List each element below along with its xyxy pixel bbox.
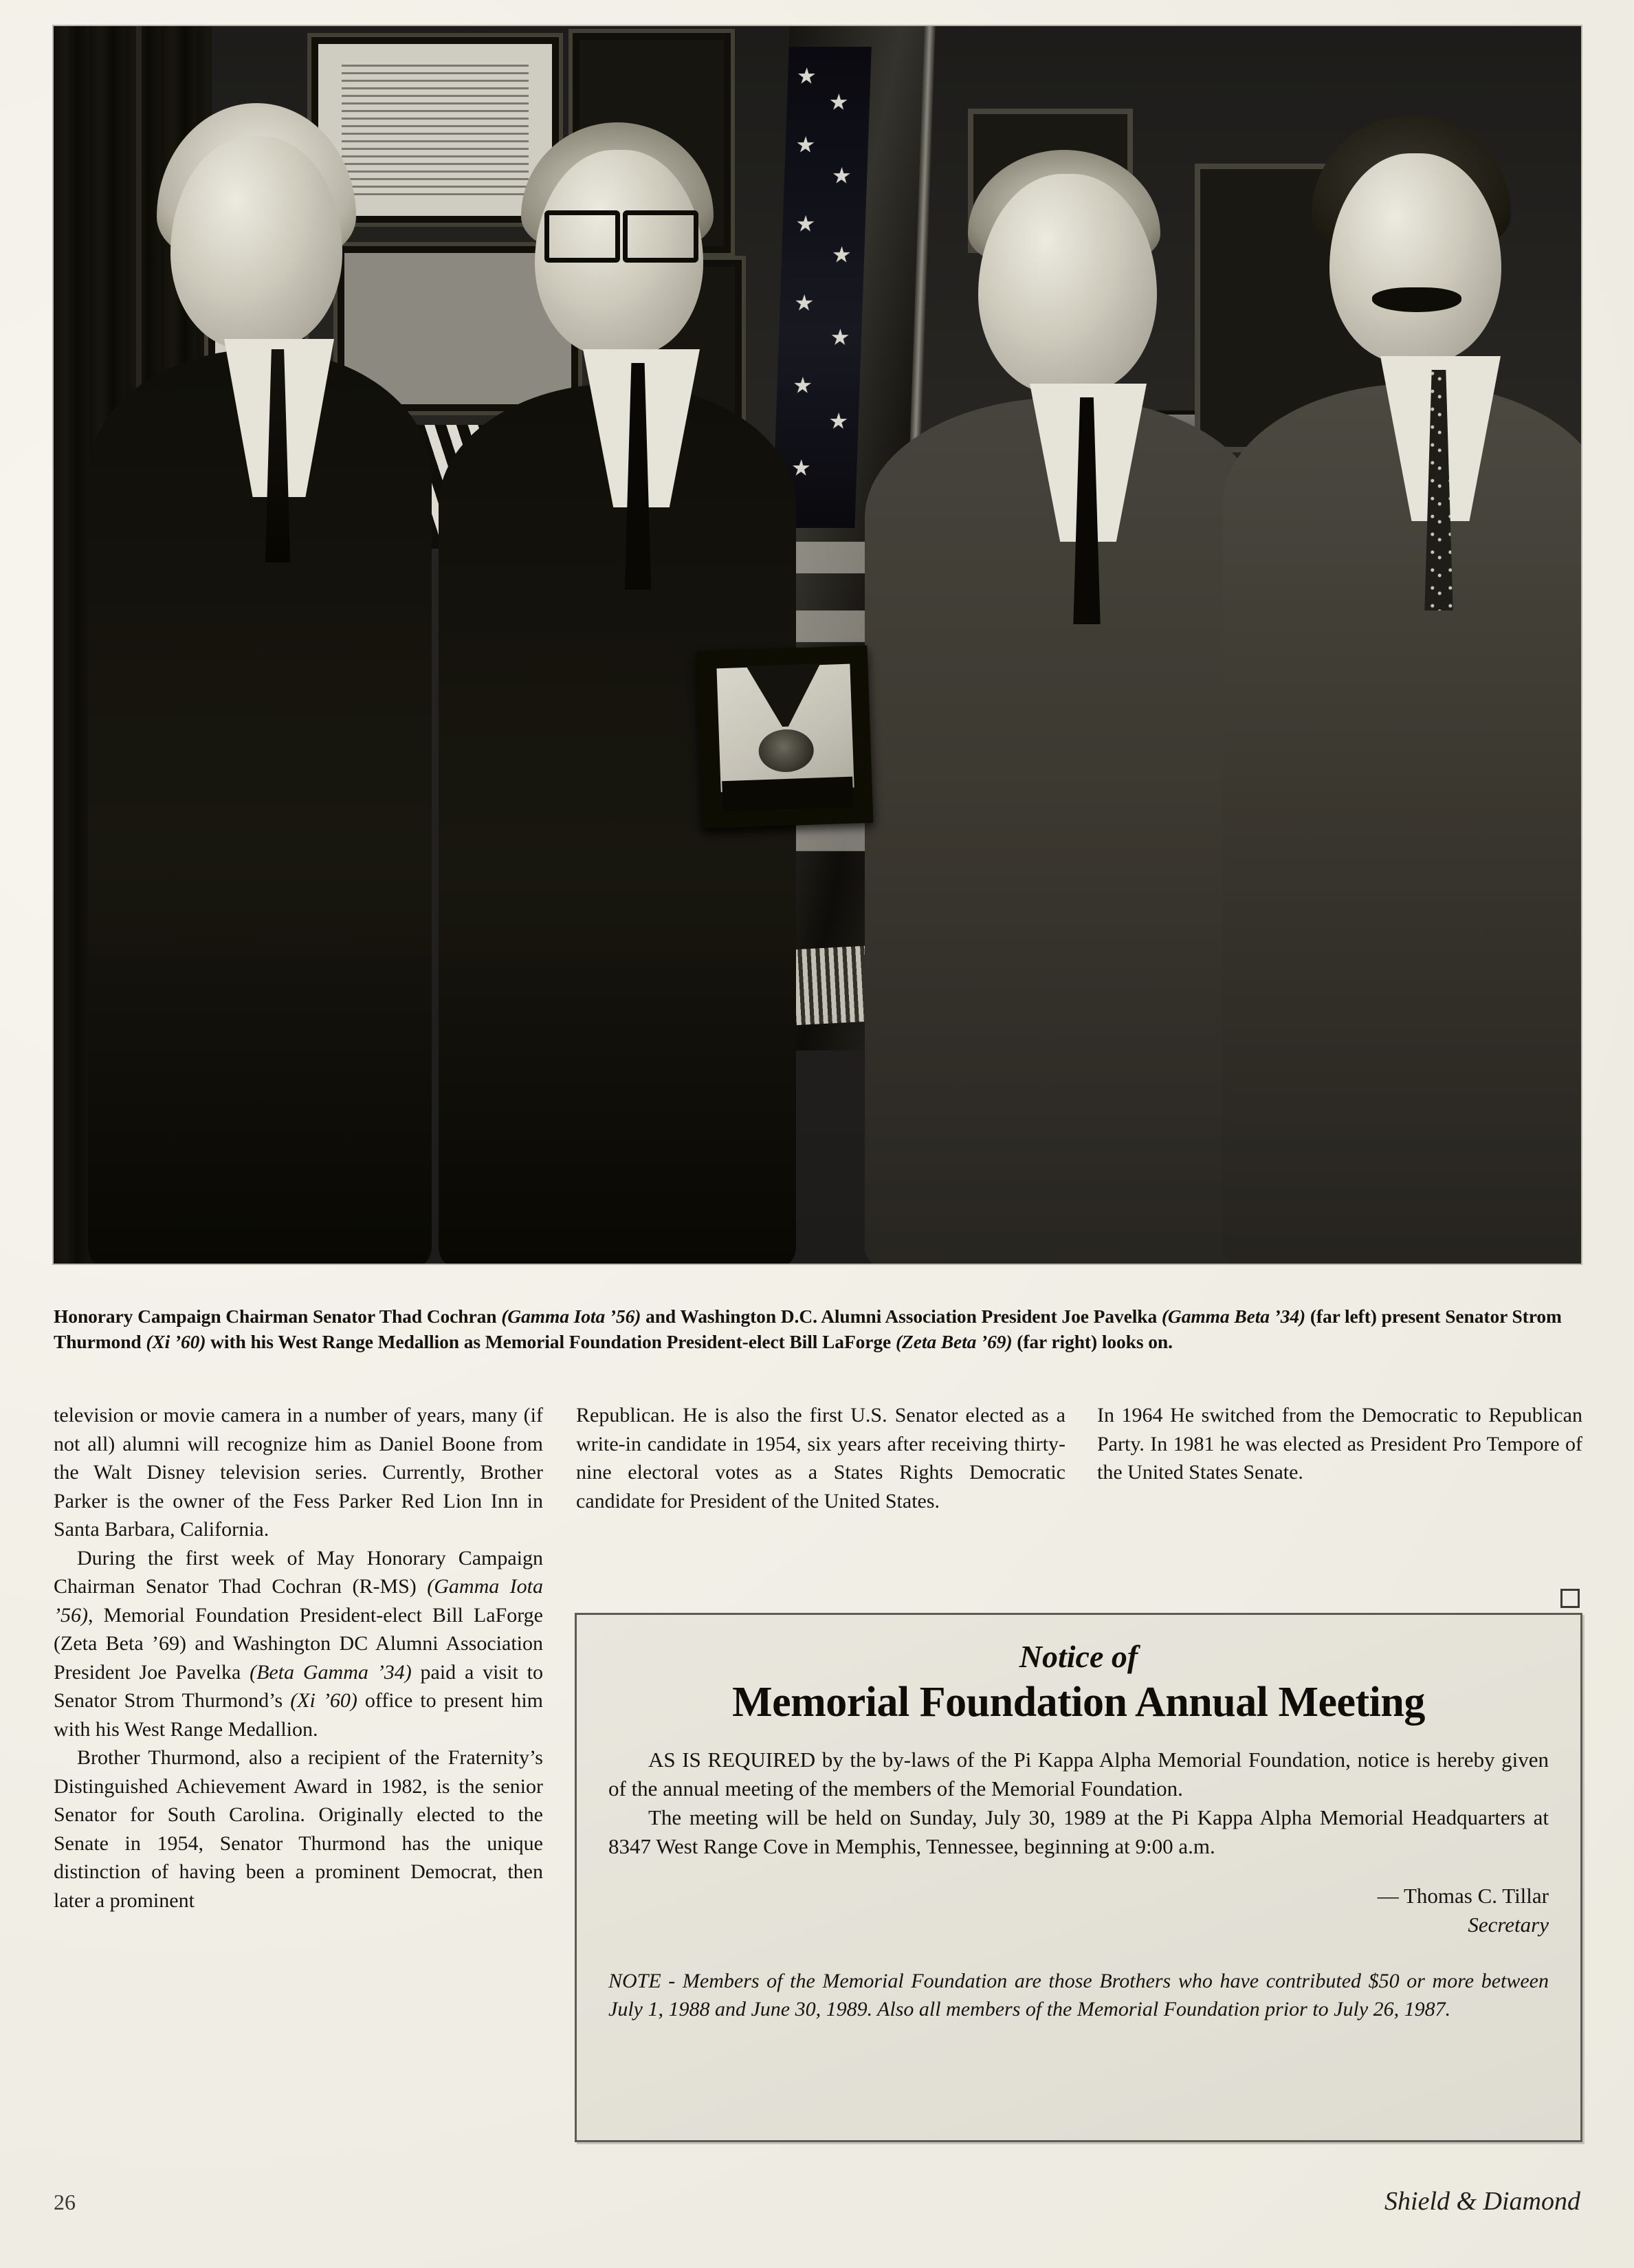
caption-chapter-2: (Gamma Beta ’34) <box>1161 1306 1306 1327</box>
west-range-medallion-plaque <box>697 646 874 828</box>
document-text-lines <box>342 65 529 195</box>
article-column-1 <box>54 1401 543 1915</box>
signature-name: — Thomas C. Tillar <box>1377 1884 1549 1908</box>
signature-role: Secretary <box>1468 1913 1549 1937</box>
caption-chapter-1: (Gamma Iota ’56) <box>501 1306 641 1327</box>
article-paragraph: Brother Thurmond, also a recipient of the Fraternity’s Distinguished Achievement Award in 1982, is the senior Senator for South Carolina. Originally elected to the Senate in 1954, Senator Thurmond has the unique distinction of having been a prominent Democrat, then later a prominent <box>54 1746 543 1912</box>
caption-segment-3: (far left) present Senator Strom Thurmond <box>54 1306 1562 1352</box>
caption-segment-1: Honorary Campaign Chairman Senator Thad Cochran <box>54 1306 502 1327</box>
article-column-2 <box>576 1401 1066 1515</box>
notice-title: Memorial Foundation Annual Meeting <box>732 1679 1425 1726</box>
flag-canton <box>772 47 871 528</box>
article-paragraph: Republican. He is also the first U.S. Senator elected as a write-in candidate in 1954, six years after receiving thirty-nine electoral votes as a States Rights Democratic candidate for President of the United States. <box>576 1404 1066 1512</box>
paragraph-segment: paid a visit to Senator Strom Thurmond’s <box>54 1660 543 1712</box>
paragraph-segment: During the first week of May Honorary Campaign Chairman Senator Thad Cochran (R-MS) <box>54 1546 543 1598</box>
notice-footnote: NOTE - Members of the Memorial Foundation are those Brothers who have contributed $50 or more between July 1, 1988 and June 30, 1989. Also all members of the Memorial Foundation prior to July 26, 1987. <box>608 1970 1549 2021</box>
article-paragraph: In 1964 He switched from the Democratic to Republican Party. In 1981 he was elected as President Pro Tempore of the United States Senate. <box>1097 1404 1582 1484</box>
plaque-nameplate <box>722 777 853 812</box>
notice-signature <box>608 1882 1549 1939</box>
moustache <box>1372 287 1461 312</box>
paragraph-segment: , Memorial Foundation President-elect Bill LaForge (Zeta Beta ’69) and Washington DC Alumni Association President Joe Pavelka <box>54 1603 543 1684</box>
medallion-disc <box>758 729 815 773</box>
memorial-foundation-notice-box <box>575 1613 1582 2142</box>
article-column-3 <box>1097 1401 1582 1487</box>
notice-eyebrow: Notice of <box>1019 1639 1138 1674</box>
caption-segment-4: with his West Range Medallion as Memorial Foundation President-elect Bill LaForge <box>206 1331 896 1352</box>
notice-paragraph-2: The meeting will be held on Sunday, July 30, 1989 at the Pi Kappa Alpha Memorial Headquarters at 8347 West Range Cove in Memphis, Tennessee, beginning at 9:00 a.m. <box>608 1805 1549 1858</box>
chapter-reference: (Gamma Iota ’56) <box>54 1575 544 1627</box>
photo-image <box>54 26 1581 1264</box>
article-paragraph: television or movie camera in a number of years, many (if not all) alumni will recognize him as Daniel Boone from the Walt Disney television series. Currently, Brother Parker is the owner of the Fess Parker Red Lion Inn in Santa Barbara, California. <box>54 1404 543 1541</box>
notice-paragraph-1: AS IS REQUIRED by the by-laws of the Pi Kappa Alpha Memorial Foundation, notice is hereby given of the annual meeting of the members of the Memorial Foundation. <box>608 1748 1549 1801</box>
page-number: 26 <box>54 2190 76 2214</box>
article-paragraph <box>54 1544 543 1744</box>
eyeglasses-left-lens <box>544 210 620 263</box>
article-end-mark-icon <box>1560 1589 1580 1608</box>
publication-name: Shield & Diamond <box>1384 2187 1580 2216</box>
photo-caption <box>54 1303 1582 1354</box>
plaque-display-face <box>716 664 854 793</box>
paragraph-segment: office to present him with his West Range Medallion. <box>54 1689 543 1741</box>
notice-body <box>608 1746 1549 1861</box>
caption-chapter-3: (Xi ’60) <box>146 1331 206 1352</box>
article-photograph <box>54 26 1581 1264</box>
caption-segment-5: (far right) looks on. <box>1012 1331 1173 1352</box>
medallion-ribbon <box>746 663 822 728</box>
eyeglasses-right-lens <box>623 210 698 263</box>
chapter-reference: (Xi ’60) <box>290 1689 357 1712</box>
caption-chapter-4: (Zeta Beta ’69) <box>895 1331 1013 1352</box>
chapter-reference: (Beta Gamma ’34) <box>250 1660 412 1684</box>
caption-segment-2: and Washington D.C. Alumni Association President Joe Pavelka <box>641 1306 1162 1327</box>
